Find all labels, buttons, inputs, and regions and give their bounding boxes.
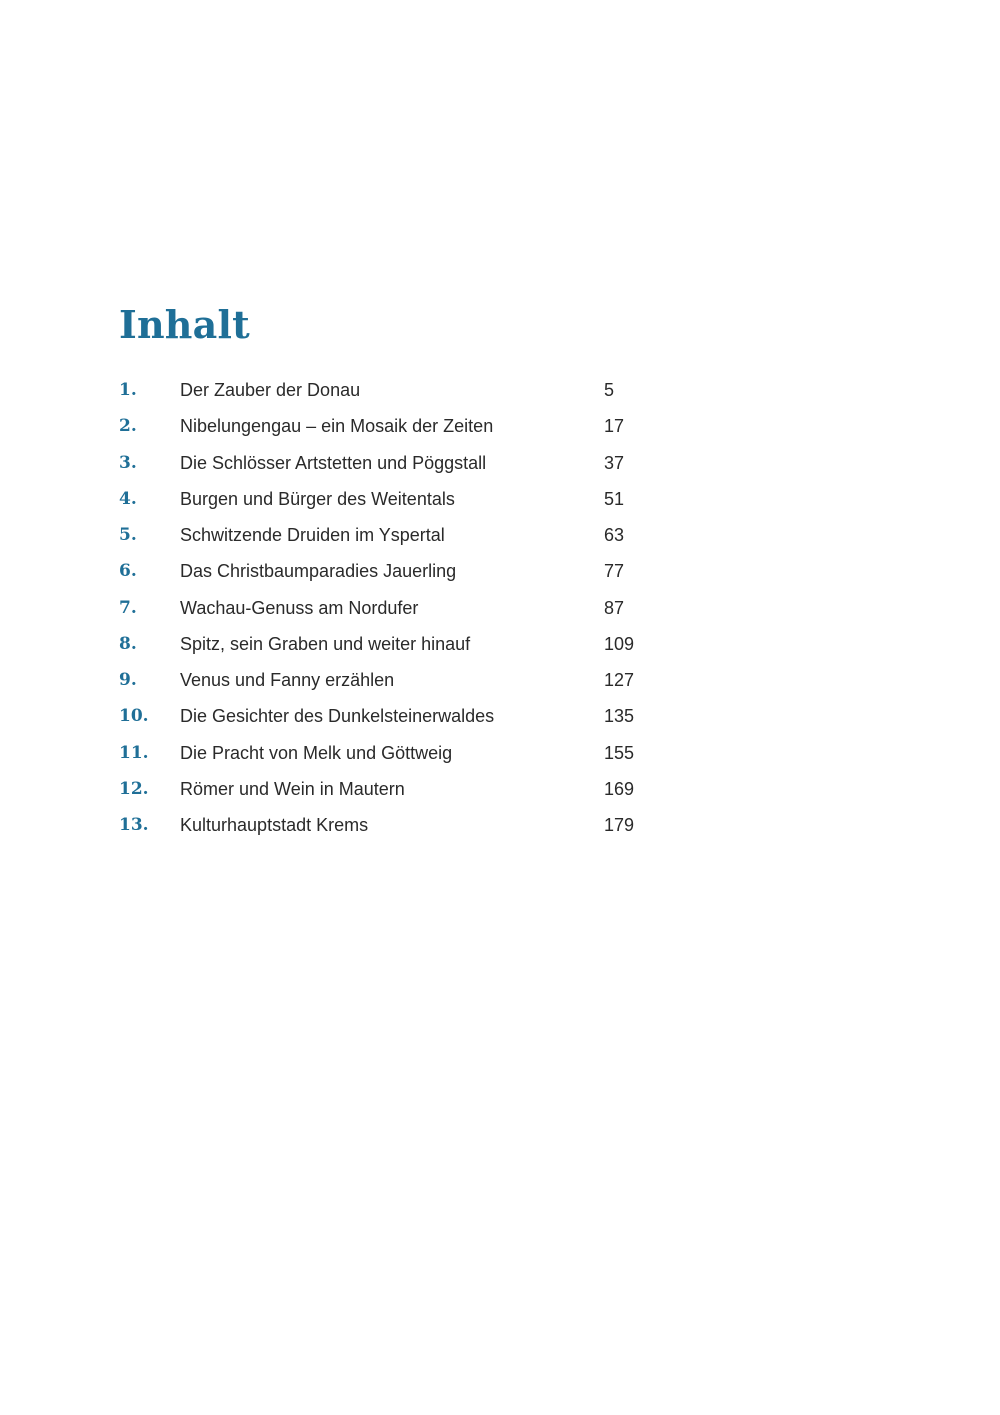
chapter-number: 10. (119, 706, 149, 727)
page-number: 179 (604, 815, 635, 835)
page-number: 135 (604, 706, 635, 727)
page-number: 17 (604, 416, 625, 437)
page-number: 37 (604, 452, 625, 473)
table-of-contents (119, 372, 679, 843)
chapter-title: Venus und Fanny erzählen (180, 670, 395, 690)
chapter-number: 4. (119, 488, 137, 509)
chapter-number: 7. (119, 597, 137, 618)
toc-entry (119, 735, 679, 771)
toc-entry (119, 517, 679, 553)
chapter-number: 8. (119, 633, 137, 654)
chapter-title: Die Gesichter des Dunkelsteinerwaldes (180, 706, 495, 727)
toc-entry (119, 662, 679, 698)
toc-entry (119, 771, 679, 807)
chapter-title: Burgen und Bürger des Weitentals (180, 488, 455, 509)
chapter-number: 13. (119, 815, 149, 835)
toc-entry (119, 408, 679, 444)
chapter-number: 11. (119, 742, 149, 763)
chapter-number: 5. (119, 525, 137, 545)
toc-entry (119, 590, 679, 626)
page-number: 63 (604, 525, 625, 545)
chapter-number: 6. (119, 561, 137, 582)
toc-entry (119, 698, 679, 734)
chapter-title: Römer und Wein in Mautern (180, 778, 405, 799)
chapter-title: Nibelungengau – ein Mosaik der Zeiten (180, 416, 494, 437)
chapter-title: Das Christbaumparadies Jauerling (180, 561, 457, 582)
chapter-title: Die Pracht von Melk und Göttweig (180, 742, 453, 763)
chapter-title: Kulturhauptstadt Krems (180, 815, 369, 835)
page-number: 169 (604, 778, 635, 799)
toc-entry (119, 445, 679, 481)
toc-entry (119, 553, 679, 589)
page-number: 77 (604, 561, 625, 582)
page-title: Inhalt (119, 302, 250, 347)
page-number: 5 (604, 380, 615, 400)
chapter-number: 1. (119, 380, 137, 400)
chapter-title: Spitz, sein Graben und weiter hinauf (180, 633, 471, 654)
page-number: 127 (604, 670, 635, 690)
chapter-number: 3. (119, 452, 137, 473)
chapter-title: Der Zauber der Donau (180, 380, 361, 400)
chapter-number: 12. (119, 778, 149, 799)
page-number: 51 (604, 488, 625, 509)
chapter-title: Schwitzende Druiden im Yspertal (180, 525, 445, 545)
chapter-number: 9. (119, 670, 137, 690)
toc-entry (119, 626, 679, 662)
chapter-number: 2. (119, 416, 137, 437)
chapter-title: Wachau-Genuss am Nordufer (180, 597, 419, 618)
page-number: 87 (604, 597, 625, 618)
toc-entry (119, 372, 679, 408)
toc-entry (119, 481, 679, 517)
toc-entry (119, 807, 679, 843)
page-number: 155 (604, 742, 635, 763)
chapter-title: Die Schlösser Artstetten und Pöggstall (180, 452, 487, 473)
page-number: 109 (604, 633, 635, 654)
